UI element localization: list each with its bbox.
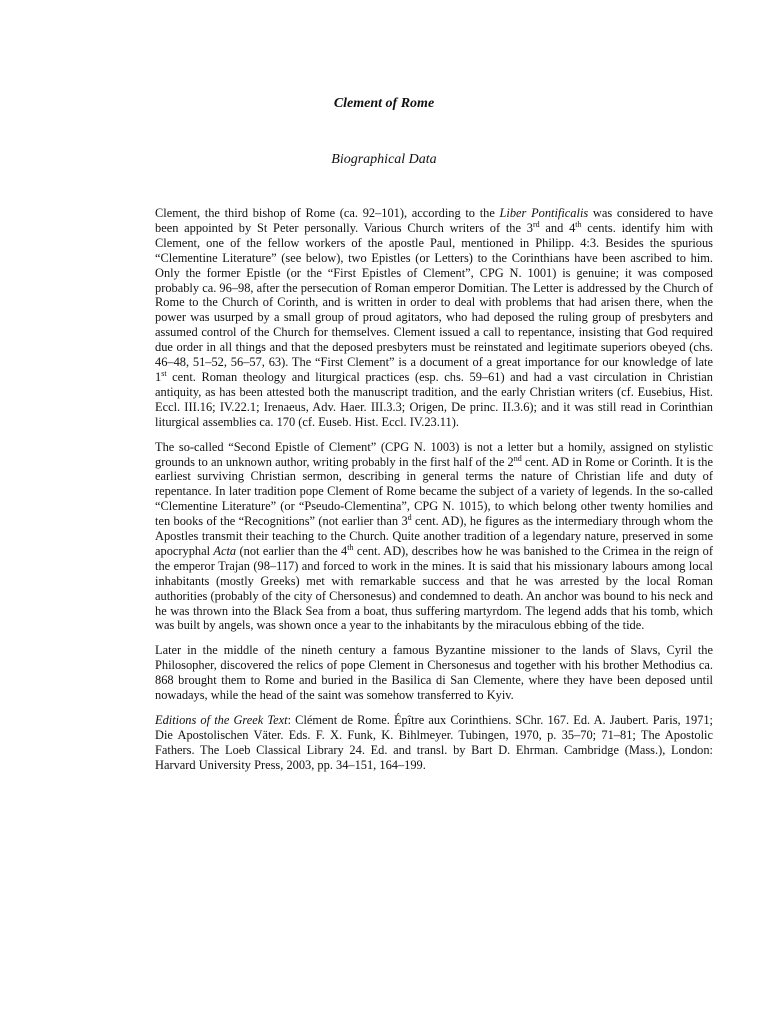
document-body bbox=[155, 206, 713, 783]
ordinal-suffix: th bbox=[575, 219, 582, 229]
paragraph-4-editions bbox=[155, 713, 713, 773]
paragraph-1-text: cents. identify him with Clement, one of the fellow workers of the apostle Paul, mentioned in Philipp. 4:3. Besides the spurious “Clementine Literature” (see below), two Epistles (or Letters) to the Corinthians have been ascribed to him. Only the former Epistle (or the “First Epistles of Clement”, CPG N. 1001) is genuine; it was composed probably ca. 96–98, after the persecution of Roman emperor Domitian. The Letter is addressed by the Church of Rome to the Church of Corinth, and is written in order to deal with problems that had arisen there, when the power was usurped by a small group of proud agitators, who had deposed the ruling group of presbyters and assumed control of the Church for themselves. Clement issued a call to repentance, insisting that God required due order in all things and that the deposed presbyters must be reinstated and legitimate superiors obeyed (chs. 46–48, 51–52, 56–57, 63). The “First Clement” is a document of a great importance for our knowledge of late 1 bbox=[155, 220, 713, 384]
paragraph-2-text: cent. AD in Rome or Corinth. It is the earliest surviving Christian sermon, describing in general terms the nature of Christian life and duty of repentance. In later tradition pope Clement of Rome became the subject of a variety of legends. In the so-called “Clementine Literature” (or “Pseudo-Clementina”, CPG N. 1015), to which belong other twenty homilies and ten books of the “Recognitions” (not earlier than 3 bbox=[155, 454, 713, 529]
ordinal-suffix: st bbox=[161, 368, 167, 378]
paragraph-1 bbox=[155, 206, 713, 430]
ordinal-suffix: d bbox=[407, 513, 412, 522]
page-subtitle: Biographical Data bbox=[331, 152, 437, 167]
page-title: Clement of Rome bbox=[333, 96, 435, 111]
paragraph-2 bbox=[155, 440, 713, 634]
paragraph-1-text: was considered to have been appointed by St Peter personally. Various Church writers of the 3 bbox=[155, 206, 713, 235]
paragraph-2-text: cent. AD), describes how he was banished to the Crimea in the reign of the emperor Trajan (98–117) and forced to work in the mines. It is said that his missionary labours among local inhabitants (mostly Greeks) met with remarkable success and that he was arrested by the local Roman authorities (probably of the city of Chersonesus) and condemned to death. An anchor was bound to his neck and he was thrown into the Black Sea from a boat, thus suffering martyrdom. The legend adds that his tomb, which was built by angels, was shown once a year to the inhabitants by the miraculous ebbing of the tide. bbox=[155, 543, 713, 633]
paragraph-2-text: (not earlier than the 4 bbox=[236, 543, 348, 558]
acta-title: Acta bbox=[213, 543, 237, 558]
paragraph-2-text: The so-called “Second Epistle of Clement” (CPG N. 1003) is not a letter but a homily, assigned on stylistic grounds to an unknown author, writing probably in the first half of the 2 bbox=[155, 439, 713, 469]
paragraph-1-text: cent. Roman theology and liturgical practices (esp. chs. 59–61) and had a vast circulation in Christian antiquity, as has been attested both the manuscript tradition, and the early Christian writers (cf. Eusebius, Hist. Eccl. III.16; IV.22.1; Irenaeus, Adv. Haer. III.3.3; Origen, De princ. II.3.6); and it was still read in Corinthian liturgical assemblies ca. 170 (cf. Euseb. Hist. Eccl. IV.23.11). bbox=[155, 369, 713, 429]
editions-label: Editions of the Greek Text bbox=[155, 713, 288, 727]
paragraph-3: Later in the middle of the nineth century a famous Byzantine missioner to the lands of Slavs, Cyril the Philosopher, discovered the relics of pope Clement in Chersonesus and together with his brother Methodius ca. 868 brought them to Rome and buried in the Basilica di San Clemente, where they have been deposed until nowadays, while the head of the saint was somehow transferred to Kyiv. bbox=[155, 643, 713, 703]
paragraph-1-text: Clement, the third bishop of Rome (ca. 92–101), according to the bbox=[155, 206, 500, 220]
editions-text: : Clément de Rome. Épître aux Corinthiens. SChr. 167. Ed. A. Jaubert. Paris, 1971; Die Apostolischen Väter. Eds. F. X. Funk, K. Bihlmeyer. Tubingen, 1970, p. 35–70; 71–81; The Apostolic Fathers. The Loeb Classical Library 24. Ed. and transl. by Bart D. Ehrman. Cambridge (Mass.), London: Harvard University Press, 2003, pp. 34–151, 164–199. bbox=[155, 713, 713, 772]
liber-pontificalis-title: Liber Pontificalis bbox=[499, 206, 589, 220]
paragraph-1-text: and 4 bbox=[539, 220, 576, 235]
ordinal-suffix: nd bbox=[513, 453, 522, 463]
paragraph-2-text: cent. AD), he figures as the intermediary through whom the Apostles transmit their teaching to the Church. Quite another tradition of a legendary nature, preserved in some apocryphal bbox=[155, 514, 713, 558]
ordinal-suffix: th bbox=[347, 542, 354, 552]
ordinal-suffix: rd bbox=[532, 219, 540, 229]
